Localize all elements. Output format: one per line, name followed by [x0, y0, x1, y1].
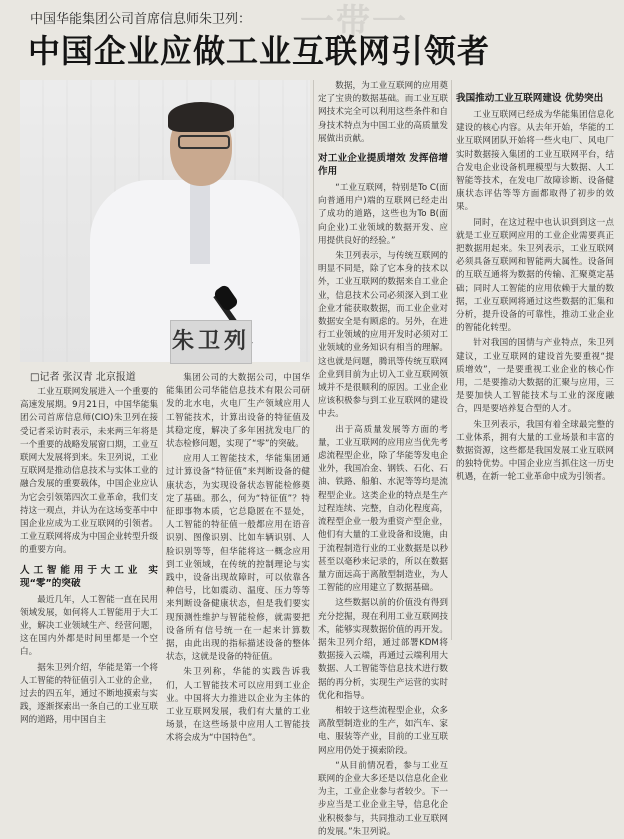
article-column-2: [166, 372, 310, 744]
glasses: [178, 135, 230, 149]
column-3-subhead: 对工业企业提质增效 发挥倍增作用: [318, 153, 448, 178]
portrait-photo: [20, 80, 310, 362]
column-divider: [451, 80, 452, 640]
column-3-paragraph: 出于高质量发展等方面的考量，工业互联网的应用应当优先考虑流程型企业，除了华能等发电企业外，我国冶金、钢铁、石化、石油、铁路、船舶、水泥等等均是流程型企业。这类企业的特点是生产过程连续、完整，自动化程度高，流程型企业一般为重资产型企业，他们有大量的工业设备和设施，由于流程制造行业的工业数据是以秒甚至以毫秒来记录的，所以在数据量方面远高于离散型制造业，为人工智能的应用建立了数据基础。: [318, 424, 448, 594]
column-3-intro: 数据，为工业互联网的应用奠定了宝贵的数据基础。而工业互联网技术完全可以利用这些条件和自身技术特点为中国工业的高质量发展做出贡献。: [318, 81, 448, 144]
column-4-subhead: 我国推动工业互联网建设 优势突出: [456, 93, 604, 104]
column-1-paragraph: 据朱卫列介绍，华能是第一个将人工智能的特征值引入工业的企业，过去的四五年，通过不断地摸索与实践，逐渐探索出一条自己的工业互联网的道路，用中国自主: [20, 662, 158, 726]
column-3-paragraph: 相较于这些流程型企业，众多离散型制造业的生产，如汽车、家电、服装等产业，目前的工业互联网应用仍处于摸索阶段。: [318, 705, 448, 756]
column-divider: [162, 400, 163, 640]
column-divider: [313, 80, 314, 640]
article-column-3: [318, 80, 448, 837]
column-3-paragraph: 朱卫列表示，与传统互联网的明显不同是，除了它本身的技术以外，工业互联网的数据来自工业企业，信息技术公司必须深入到工业企业才能获取数据，而工业企业对数据安全是有顾虑的。另外，在进行工业领域的应用开发时必须对工业领域的业务知识有相当的理解。这也就是问题，腾讯等传统互联网企业到目前为止切入工业互联网领域并不是很顺利的原因。工业企业应该积极参与到工业互联网的建设中去。: [318, 251, 448, 420]
masthead-background-text: 一带一: [300, 2, 408, 42]
column-1-paragraph: 工业互联网发展进入一个重要的高速发展期。9月21日，中国华能集团公司首席信息师(CIO)朱卫列在接受记者采访时表示，未来两三年将是一个重要的战略发展窗口期，工业互联网大发展将到来。朱卫列说，工业互联网是推动信息技术与实体工业的融合发展的重要载体，中国企业应认为它会引领第四次工业革命，我们支持这一观点，并认为在这场变革中中国企业应成为工业互联网的引领者。工业互联网将成为中国企业转型升级的重要方向。: [20, 387, 158, 556]
photo-credit: □记者 张汉青 北京报道: [30, 372, 136, 383]
headline: 中国企业应做工业互联网引领者: [28, 32, 491, 70]
column-1-paragraph: 最近几年，人工智能一直在民用领域发展，如何将人工智能用于大工业，解决工业领域生产、经营问题，这在国内外都是时间里都是一个空白。: [20, 594, 158, 658]
article-column-1: [20, 386, 158, 726]
person-hair: [168, 102, 234, 132]
namecard: 朱卫列: [170, 320, 252, 364]
column-4-paragraph: 同时，在这过程中也认识到到这一点就是工业互联网应用的工业企业需要真正把数据用起来。朱卫列表示，工业互联网必须具备互联网和智能两大属性。设备间的互联互通将为数据的传输、汇聚奠定基础；同时人工智能的应用依赖于大量的数据，工业互联网将通过这些数据的汇集和分析，提升设备的可靠性，推动工业企业的智能化转型。: [456, 217, 614, 334]
shirt-shadow: [190, 184, 210, 264]
column-3-paragraph: “从目前情况看，参与工业互联网的企业大多还是以信息化企业为主，工业企业参与者较少。下一步应当是工业企业主导，信息化企业积极参与，共同推动工业互联网的发展。”朱卫列说。: [318, 760, 448, 837]
column-2-paragraph: 应用人工智能技术，华能集团通过计算设备“特征值”来判断设备的健康状态，为实现设备状态智能检修奠定了基础。那么，何为“特征值”？特征即事物本质，它总隐匿在不显处，人工智能的特征值一般都应用在语音识别、图像识别、比如车辆识别、人脸识别等等，但华能将这一概念应用到工业领域，在传统的控制理论与实践中，设备出现故障时，可以依靠各种信号，比如震动、温度、压力等等来判断设备健康状态，但是我们要实现预测性维护与智能检修，就需要把设备所有信号统一在一起来计算数据，由此出现的指标描述设备的整体状态，这就是设备的特征值。: [166, 454, 310, 663]
article-column-4: [456, 86, 614, 640]
column-3-paragraph: “工业互联网，特别是To C(面向普通用户)端的互联网已经走出了成功的道路，这些也为To B(面向企业)工业领域的数据开发、应用提供良好的经验。”: [318, 183, 448, 246]
column-3-paragraph: 这些数据以前的价值没有得到充分挖掘，现在利用工业互联网技术，能够实现数据价值的再开发。据朱卫列介绍，通过部署KDM将数据接入云端，再通过云端利用大数据、人工智能等信息技术进行数据的再分析，实现生产运营的实时优化和指导。: [318, 598, 448, 701]
column-1-subhead: 人工智能用于大工业 实现“零”的突破: [20, 564, 158, 589]
column-4-paragraph: 朱卫列表示，我国有着全球最完整的工业体系，拥有大量的工业场景和丰富的数据资源，这些都是我国发展工业互联网的独特优势。中国企业应当抓住这一历史机遇，在新一轮工业革命中成为引领者。: [456, 419, 614, 483]
column-4-paragraph: 工业互联网已经成为华能集团信息化建设的核心内容。从去年开始，华能的工业互联网团队开始将一些火电厂、风电厂实时数据接入集团的工业互联网平台，结合发电企业设备机理模型与大数据、人工智能等技术，在发电厂故障诊断、设备健康状态评估等等方面都取得了初步的效果。: [456, 110, 614, 213]
column-2-paragraph: 朱卫列称，华能的实践告诉我们，人工智能技术可以应用到工业企业。中国将大力推进以企业为主体的工业互联网发展，我们有大量的工业场景，在这些场景中应用人工智能技术将会成为“中国特色”。: [166, 667, 310, 744]
kicker: 中国华能集团公司首席信息师朱卫列：: [30, 12, 252, 27]
column-4-paragraph: 针对我国的国情与产业特点，朱卫列建议，工业互联网的建设首先要重视“提质增效”，一是要重视工业企业的核心作用，二是要推动大数据的汇聚与应用，三是要加快人工智能技术与工业的深度融合，四是要培养复合型的人才。: [456, 338, 614, 415]
column-2-paragraph: 集团公司的大数据公司，中国华能集团公司华能信息技术有限公司研发的北水电，火电厂生产领域应用人工智能技术，计算出设备的特征值及其稳定度，解决了多年困扰发电厂的状态检修问题，实现了“零”的突破。: [166, 373, 310, 450]
